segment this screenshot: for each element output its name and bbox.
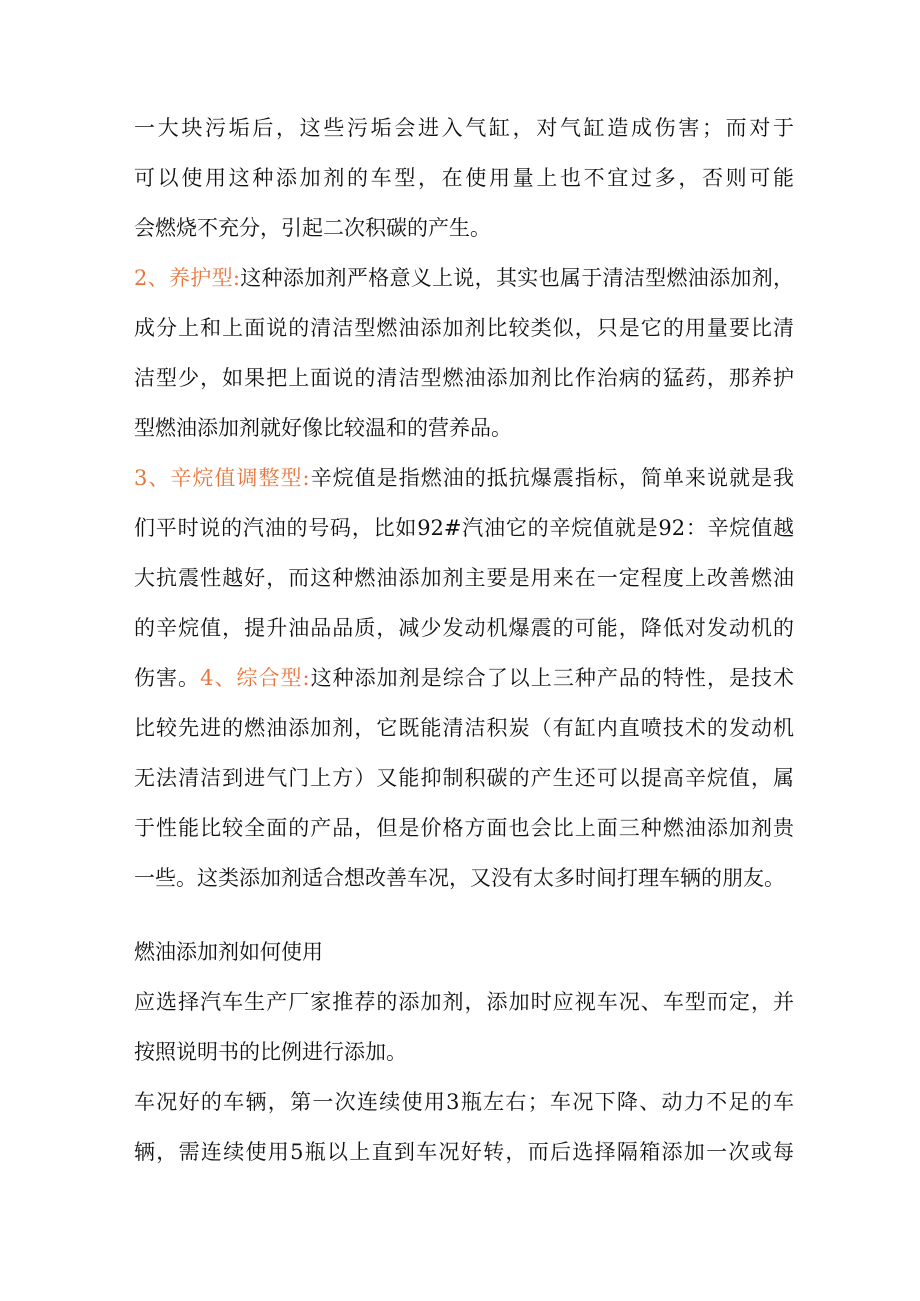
section-text: 这种添加剂严格意义上说，其实也属于清洁型燃油添加剂， [239, 266, 794, 290]
paragraph-line: 洁型少，如果把上面说的清洁型燃油添加剂比作治病的猛药，那养护 [134, 366, 794, 390]
paragraph-line: 会燃烧不充分，引起二次积碳的产生。 [134, 216, 491, 240]
paragraph-line: 成分上和上面说的清洁型燃油添加剂比较类似，只是它的用量要比清 [134, 316, 794, 340]
section-text: 这种添加剂是综合了以上三种产品的特性，是技术 [309, 666, 794, 690]
paragraph-line: 型燃油添加剂就好像比较温和的营养品。 [134, 416, 512, 440]
paragraph-line [134, 656, 794, 700]
paragraph-line: 大抗震性越好，而这种燃油添加剂主要是用来在一定程度上改善燃油 [134, 566, 794, 590]
paragraph-line: 一些。这类添加剂适合想改善车况，又没有太多时间打理车辆的朋友。 [134, 866, 785, 890]
section-heading: 燃油添加剂如何使用 [134, 940, 323, 964]
paragraph-line: 应选择汽车生产厂家推荐的添加剂，添加时应视车况、车型而定，并 [134, 990, 794, 1014]
paragraph-line: 可以使用这种添加剂的车型，在使用量上也不宜过多，否则可能 [134, 166, 794, 190]
paragraph-line: 辆，需连续使用5瓶以上直到车况好转，而后选择隔箱添加一次或每 [134, 1140, 794, 1164]
paragraph-line: 们平时说的汽油的号码，比如92#汽油它的辛烷值就是92：辛烷值越 [134, 516, 794, 540]
paragraph-line [134, 456, 794, 500]
section-label-octane: 3、辛烷值调整型: [134, 466, 310, 490]
paragraph-line: 于性能比较全面的产品，但是价格方面也会比上面三种燃油添加剂贵 [134, 816, 794, 840]
paragraph-line [134, 256, 794, 300]
paragraph-line: 无法清洁到进气门上方）又能抑制积碳的产生还可以提高辛烷值，属 [134, 766, 794, 790]
paragraph-line: 一大块污垢后，这些污垢会进入气缸，对气缸造成伤害；而对于 [134, 116, 794, 140]
paragraph-line: 车况好的车辆，第一次连续使用3瓶左右；车况下降、动力不足的车 [134, 1090, 794, 1114]
paragraph-line: 比较先进的燃油添加剂，它既能清洁积炭（有缸内直喷技术的发动机 [134, 716, 794, 740]
paragraph-line: 按照说明书的比例进行添加。 [134, 1040, 407, 1064]
section-label-comprehensive: 4、综合型: [200, 666, 310, 690]
paragraph-line: 的辛烷值，提升油品品质，减少发动机爆震的可能，降低对发动机的 [134, 616, 794, 640]
section-label-maintenance: 2、养护型: [134, 266, 240, 290]
section-text: 伤害。 [134, 666, 201, 690]
section-text: 辛烷值是指燃油的抵抗爆震指标，简单来说就是我 [309, 466, 794, 490]
